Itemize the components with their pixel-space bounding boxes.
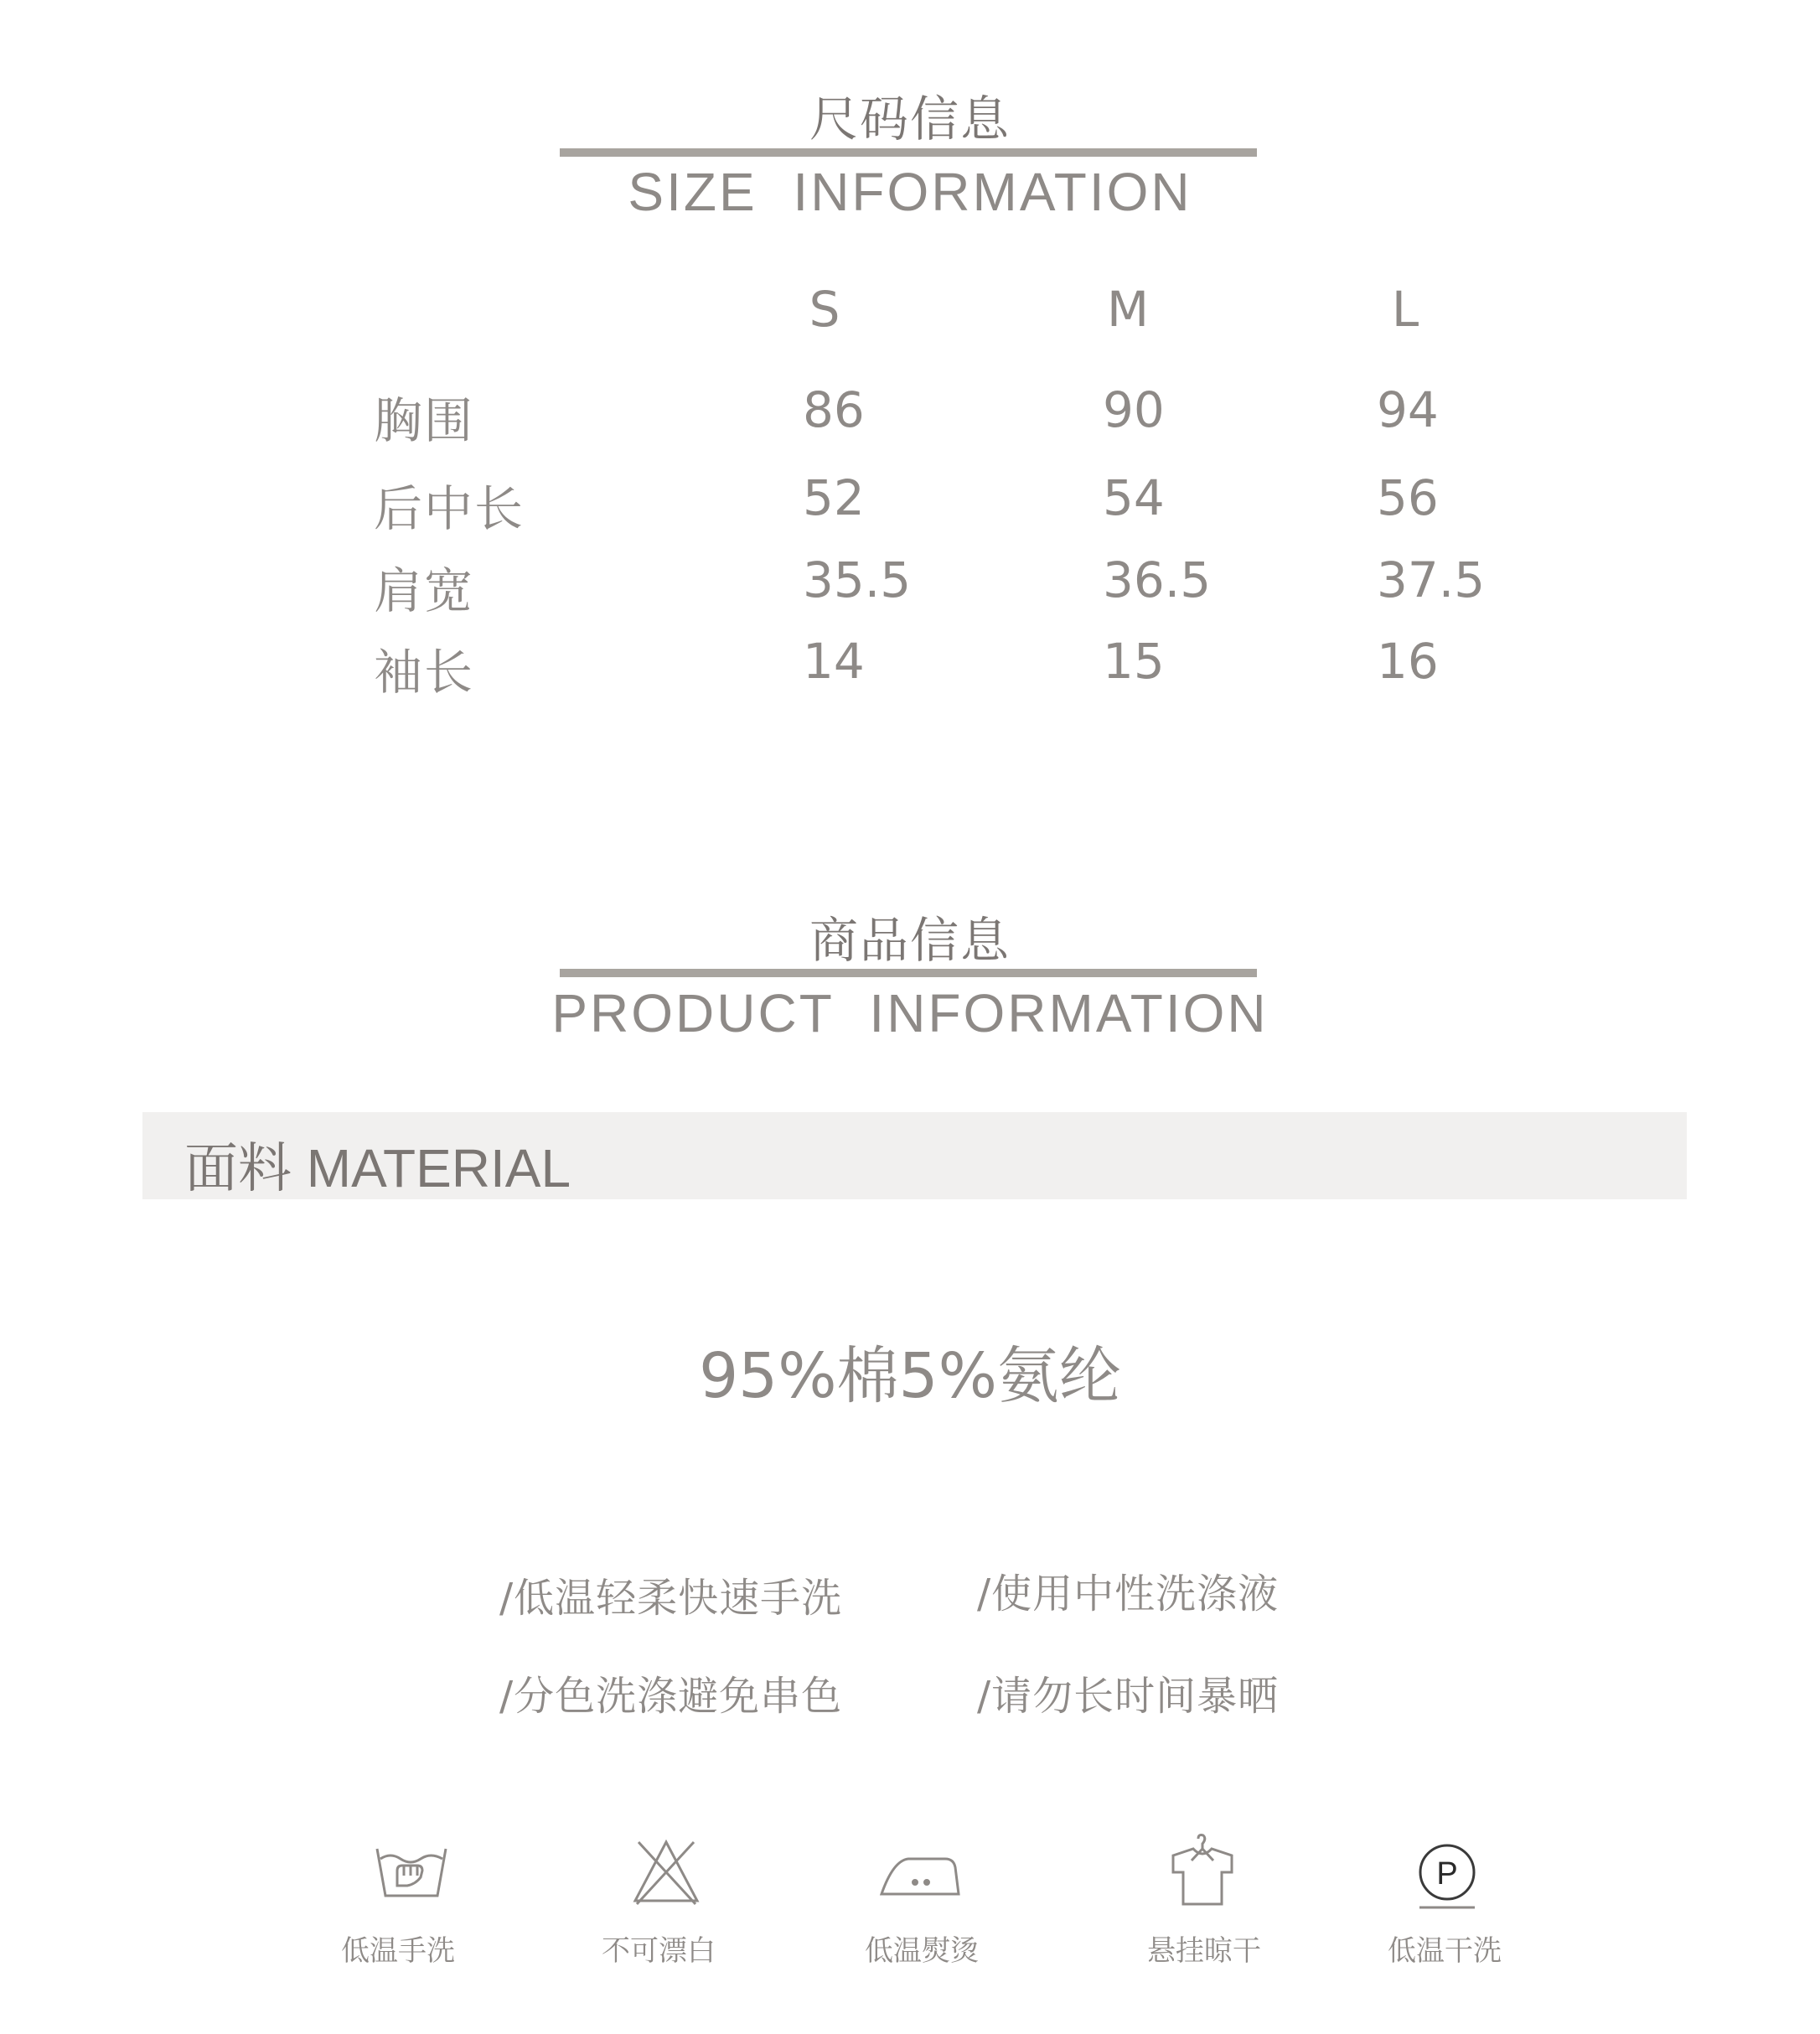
- fabric-composition: 95%棉5%氨纶: [699, 1340, 1121, 1412]
- care-note-3: /分色洗涤避免串色: [499, 1673, 843, 1720]
- care-label-dry-clean: 低温干洗: [1388, 1934, 1502, 1968]
- hand-wash-icon: [365, 1835, 458, 1911]
- row-label-back-length: 后中长: [374, 480, 525, 537]
- product-title-divider: [560, 969, 1257, 977]
- hang-dry-icon: [1156, 1835, 1249, 1911]
- table-cell: 90: [1103, 381, 1165, 438]
- care-label-low-iron: 低温熨烫: [865, 1934, 979, 1968]
- table-cell: 52: [803, 469, 865, 526]
- row-label-sleeve: 袖长: [374, 644, 475, 701]
- table-cell: 86: [803, 381, 865, 438]
- care-note-2: /使用中性洗涤液: [977, 1571, 1280, 1617]
- size-header-l: L: [1391, 281, 1419, 338]
- material-label: 面料 MATERIAL: [184, 1138, 571, 1198]
- care-note-1: /低温轻柔快速手洗: [499, 1575, 843, 1622]
- product-title-cn: 商品信息: [809, 912, 1011, 969]
- table-cell: 56: [1377, 469, 1439, 526]
- row-label-shoulder: 肩宽: [374, 562, 475, 619]
- table-cell: 54: [1103, 469, 1165, 526]
- care-label-no-bleach: 不可漂白: [602, 1934, 716, 1968]
- table-cell: 37.5: [1377, 551, 1486, 608]
- table-cell: 35.5: [803, 551, 912, 608]
- table-cell: 14: [803, 633, 865, 690]
- size-header-s: S: [809, 281, 840, 338]
- size-title-divider: [560, 148, 1257, 157]
- table-cell: 15: [1103, 633, 1165, 690]
- no-bleach-icon: [620, 1835, 712, 1911]
- table-cell: 16: [1377, 633, 1439, 690]
- care-label-hang-dry: 悬挂晾干: [1147, 1934, 1261, 1968]
- svg-text:P: P: [1436, 1856, 1458, 1892]
- material-header-bar: [142, 1112, 1687, 1199]
- low-iron-icon: [875, 1835, 967, 1911]
- size-title-cn: 尺码信息: [809, 91, 1011, 148]
- table-cell: 94: [1377, 381, 1439, 438]
- care-label-hand-wash: 低温手洗: [341, 1934, 455, 1968]
- table-cell: 36.5: [1103, 551, 1212, 608]
- size-title-en: SIZE INFORMATION: [628, 162, 1192, 222]
- product-title-en: PRODUCT INFORMATION: [551, 983, 1269, 1043]
- row-label-chest: 胸围: [374, 392, 475, 449]
- care-note-4: /请勿长时间暴晒: [977, 1673, 1280, 1720]
- dry-clean-p-icon: [1401, 1835, 1493, 1911]
- size-header-m: M: [1106, 281, 1150, 338]
